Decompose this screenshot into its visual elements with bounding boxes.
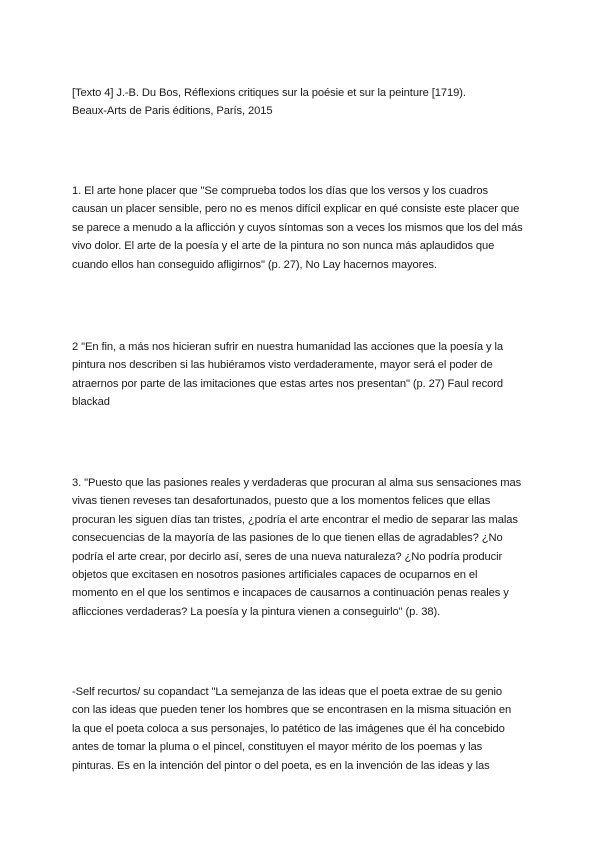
paragraph-line: blackad bbox=[72, 396, 110, 409]
paragraph-line: procuran les siguen días tan tristes, ¿podría el arte encontrar el medio de separar las malas bbox=[72, 513, 518, 526]
paragraph-line: momento en el que los sentimos e incapaces de causarnos a continuación penas reales y bbox=[72, 587, 509, 600]
paragraph-line: atraernos por parte de las imitaciones que estas artes nos presentan" (p. 27) Faul record bbox=[72, 377, 503, 390]
publisher-line: Beaux-Arts de Paris éditions, París, 2015 bbox=[72, 105, 273, 118]
paragraph-line: consecuencias de la mayoría de las pasiones de lo que tienen ellas de agradables? ¿No bbox=[72, 532, 503, 545]
citation-line: [Texto 4] J.-B. Du Bos, Réflexions critiques sur la poésie et sur la peinture [1719). bbox=[72, 87, 466, 99]
paragraph-line: -Self recurtos/ su copandact "La semejanza de las ideas que el poeta extrae de su genio bbox=[72, 686, 502, 698]
paragraph-line: con las ideas que pueden tener los hombres que se encontrasen en la misma situación en bbox=[72, 704, 512, 717]
paragraph-line: antes de tomar la pluma o el pincel, constituyen el mayor mérito de los poemas y las bbox=[72, 741, 483, 754]
paragraph-3 bbox=[72, 474, 532, 621]
paragraph-line: cuando ellos han conseguido afligirnos" (p. 27), No Lay hacernos mayores. bbox=[72, 258, 437, 271]
paragraph-line: pinturas. Es en la intención del pintor o del poeta, es en la invención de las ideas y las bbox=[72, 759, 490, 772]
paragraph-line: se parece a menudo a la aflicción y cuyos síntomas son a veces los mismos que los del más bbox=[72, 221, 523, 234]
paragraph-line: 2 "En fin, a más nos hicieran sufrir en nuestra humanidad las acciones que la poesía y la bbox=[72, 341, 504, 353]
paragraph-1 bbox=[72, 182, 532, 274]
paragraph-line: podría el arte crear, por decirlo así, seres de una nueva naturaleza? ¿No podría producir bbox=[72, 550, 503, 563]
paragraph-line: objetos que excitasen en nosotros pasiones artificiales capaces de ocuparnos en el bbox=[72, 569, 478, 582]
citation-header bbox=[72, 84, 532, 121]
paragraph-4 bbox=[72, 683, 532, 775]
paragraph-2 bbox=[72, 338, 532, 412]
paragraph-line: la que el poeta coloca a sus personajes, lo patético de las imágenes que él ha concebido bbox=[72, 722, 505, 735]
paragraph-line: 1. El arte hone placer que "Se comprueba todos los días que los versos y los cuadros bbox=[72, 185, 488, 197]
paragraph-line: vivo dolor. El arte de la poesía y el arte de la pintura no son nunca más aplaudidos que bbox=[72, 240, 495, 253]
paragraph-line: causan un placer sensible, pero no es menos difícil explicar en qué consiste este placer que bbox=[72, 203, 520, 216]
paragraph-line: 3. "Puesto que las pasiones reales y verdaderas que procuran al alma sus sensaciones mas bbox=[72, 477, 522, 489]
paragraph-line: pintura nos describen si las hubiéramos visto verdaderamente, mayor será el poder de bbox=[72, 359, 493, 372]
paragraph-line: vivas tienen reveses tan desafortunados, puesto que a los momentos felices que ellas bbox=[72, 495, 491, 508]
paragraph-line: aflicciones verdaderas? La poesía y la pintura vienen a conseguirlo" (p. 38). bbox=[72, 605, 441, 618]
